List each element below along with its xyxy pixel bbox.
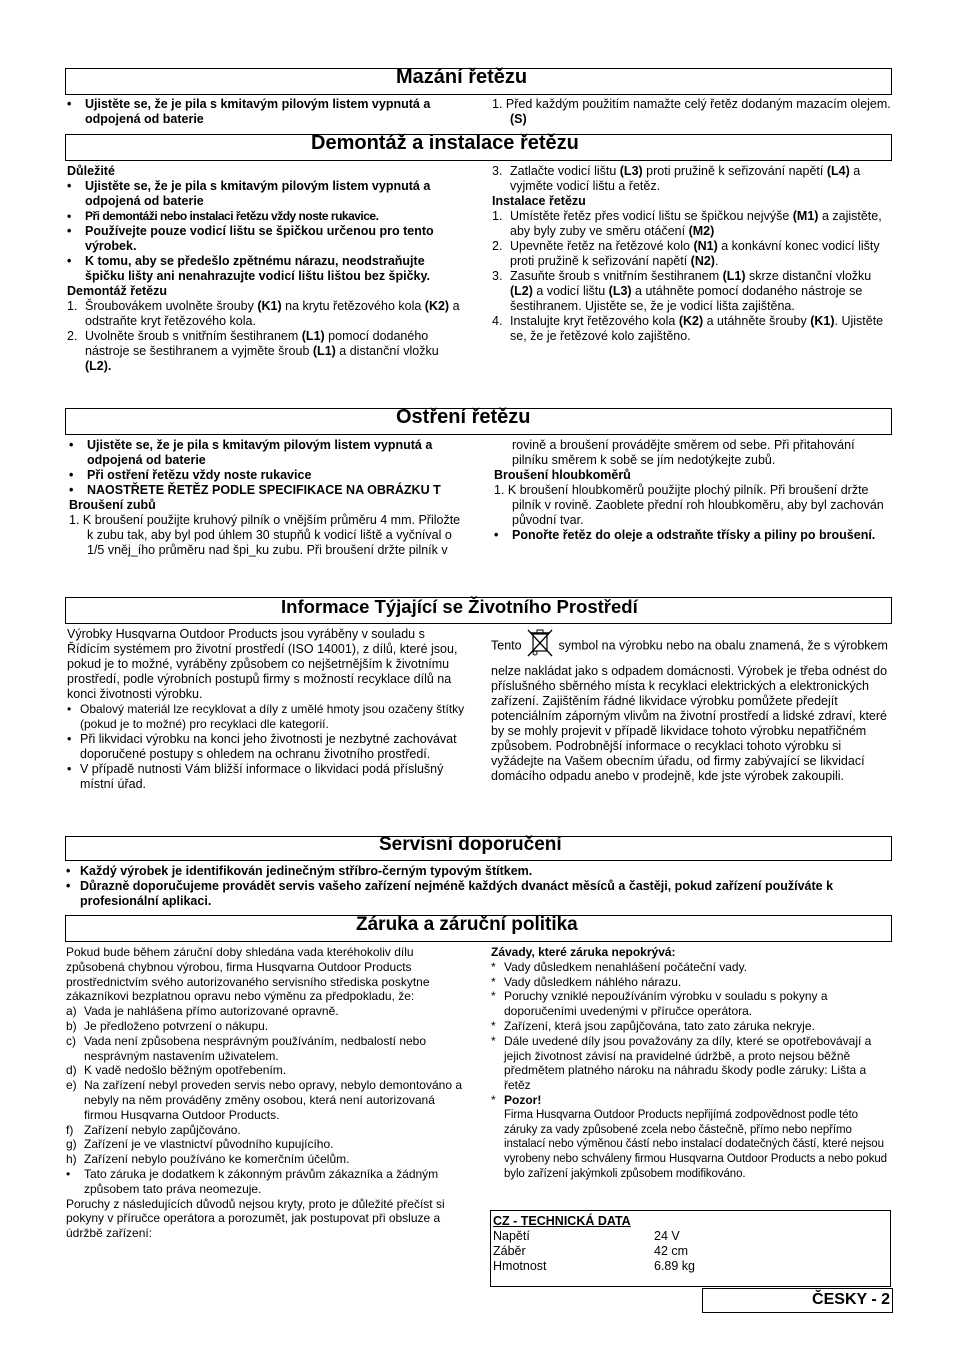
list-item: Vada není způsobena nesprávným používáním, nedbalostí nebo nesprávným nastavením uživatelem. — [84, 1033, 427, 1063]
symbol-text: symbol na výrobku nebo na obalu znamená, že s výrobkem nelze nakládat jako s odpadem domácnosti. Výrobek je třeba odnést do příslušného sběrného místa k recyklaci elektrických a elektronických zařízení. Zajištěním řádné likvidace výrobku pomůžete předejít potenciálním záporným vlivům na životní prostředí a lidské zdraví, které by se mohly projevit v případě likvidace tohoto výrobku nepatřičném způsobem. Podrobnější informace o recyklaci tohoto výrobku si vyžádejte na Vašem obecním úřadu, od firmy zabývající se likvidací domácího odpadu anebo v prodejně, kde jste výrobek zakoupili. — [491, 638, 888, 783]
depth-heading: Broušení hloubkoměrů — [494, 468, 631, 482]
section-header-sharpening — [65, 408, 892, 435]
exclusions-heading: Závady, které záruka nepokrývá: — [491, 945, 676, 959]
list-item: Dále uvedené díly jsou považovány za díly, které se opotřebovávají a jejich životnost závisí na pravidelné údržbě, a proto nejsou běžně předmětem platného nároku na náhradu škody podle záruky: Lišta a řetěz — [504, 1033, 872, 1093]
technical-data-title: CZ - TECHNICKÁ DATA — [493, 1214, 631, 1228]
install-heading: Instalace řetězu — [492, 194, 586, 208]
ref-label: (K1) — [257, 298, 282, 313]
technical-data-table — [490, 1210, 891, 1287]
removal-heading: Demontáž řetězu — [67, 283, 168, 298]
bullet-icon: • — [67, 702, 72, 716]
step-text: a distanční vložku — [335, 343, 439, 358]
bullet-icon: • — [67, 179, 72, 193]
step-number: 2. — [492, 239, 503, 253]
asterisk-icon: * — [491, 989, 496, 1004]
bullet-icon: • — [67, 223, 72, 238]
teeth-step-cont: rovině a broušení provádějte směrem od sebe. Při přitahování pilníku směrem k sobě se jím nedotýkejte zubů. — [512, 438, 855, 467]
note-text: Firma Husqvarna Outdoor Products nepřijímá zodpovědnost podle této záruky za vady způsobené zcela nebo částečně, přímo nebo nepřímo instalací nebo výměnou částí nebo instalací dodatečných částí, které nejsou vyrobeny nebo schváleny firmou Husqvarna Outdoor Products a nebo pokud bylo zařízení jakýmkoli způsobem modifikováno. — [504, 1108, 887, 1180]
bullet-icon: • — [69, 483, 74, 497]
spec-name: Napětí — [493, 1229, 530, 1243]
list-item: Zařízení nebylo zapůjčováno. — [84, 1122, 241, 1137]
step-text: pomocí dodaného nástroje se šestihranem a vyjměte šroub — [85, 328, 429, 358]
list-item: Obalový materiál lze recyklovat a díly z umělé hmoty jsou ozačeny štítky (pokud je to možné) pro recyklaci dle kategorií. — [80, 702, 465, 731]
section-header-chain-removal — [65, 134, 892, 161]
bullet-icon: • — [494, 528, 499, 542]
ref-label: (L1) — [301, 328, 325, 343]
s1-right — [492, 97, 910, 127]
list-item: Zařízení nebylo používáno ke komerčním účelům. — [84, 1152, 350, 1167]
s2-right — [492, 164, 892, 344]
list-item: V případě nutnosti Vám bližší informace o likvidaci podá příslušný místní úřad. — [80, 761, 444, 791]
warranty-intro: Pokud bude během záruční doby shledána vada kteréhokoliv dílu způsobená chybnou výrobou, firma Husqvarna Outdoor Products prostřednictvím svého autorizovaného servisního střediska poskytne zákazníkovi bezplatnou opravu nebo výměnu za předpokladu, že: — [66, 945, 430, 1004]
section-header-service — [65, 836, 892, 861]
table-row — [493, 1244, 890, 1259]
step-number: 1. — [67, 298, 78, 313]
ref-label: (N2) — [690, 254, 715, 268]
teeth-heading: Broušení zubů — [69, 498, 156, 512]
table-row — [493, 1259, 890, 1274]
step-number: 3. — [492, 164, 503, 178]
s4-left — [67, 627, 465, 792]
list-item: NAOSTŘETE ŘETĚZ PODLE SPECIFIKACE NA OBRÁZKU T — [87, 483, 441, 497]
list-marker: b) — [66, 1018, 77, 1033]
step-text: 1. Před každým použitím namažte celý řetěz dodaným mazacím olejem. — [492, 97, 891, 111]
list-item: Vady důsledkem nenahlášení počáteční vady. — [504, 959, 748, 974]
step-text: Uvolněte šroub s vnitřním šestihranem — [85, 328, 302, 343]
list-item: Důrazně doporučujeme provádět servis vašeho zařízení nejméně každých dvanáct měsíců a častěji, pokud zařízení používáte k profesionální aplikaci. — [80, 879, 834, 908]
bullet-icon: • — [67, 253, 72, 268]
teeth-step: 1. K broušení použijte kruhový pilník o vnějším průměru 4 mm. Přiložte k zubu tak, aby byl pod úhlem 30 stupňů k vodicí liště a vyčníval o 1/5 vněj_ího průměru nad špi_ku zubu. Při broušení držte pilník v — [69, 513, 461, 557]
list-item: Tato záruka je dodatkem k zákonným právům zákazníka a žádným způsobem tato práva neomezuje. — [84, 1166, 439, 1196]
page-footer-label — [702, 1288, 893, 1313]
spec-name: Hmotnost — [493, 1259, 547, 1273]
tento-label: Tento — [491, 638, 522, 653]
section-title: Servisní doporučení — [379, 834, 562, 855]
spec-value: 42 cm — [654, 1244, 689, 1258]
page-number: ČESKY - 2 — [812, 1291, 890, 1308]
list-item: Je předloženo potvrzení o nákupu. — [84, 1018, 269, 1033]
list-marker: a) — [66, 1004, 77, 1019]
step-text: Zatlačte vodicí lištu — [510, 164, 620, 178]
step-text: Šroubovákem uvolněte šrouby — [85, 298, 258, 313]
bullet-icon: • — [66, 879, 71, 893]
list-item: Ponořte řetěz do oleje a odstraňte třísky a piliny po broušení. — [512, 528, 876, 542]
list-marker: h) — [66, 1152, 77, 1167]
step-text: a vyjměte vodicí lištu a řetěz. — [510, 164, 861, 193]
ref-label: (M2) — [688, 224, 715, 238]
table-row — [493, 1229, 890, 1244]
step-text: Umístěte řetěz přes vodicí lištu se špičkou nejvýše — [510, 209, 793, 223]
ref-label: (L2) — [510, 284, 533, 298]
list-item: Poruchy vzniklé nepoužíváním výrobku v souladu s pokyny a doporučeními uvedenými v příručce operátora. — [504, 989, 828, 1019]
list-item: Každý výrobek je identifikován jedinečným stříbro-černým typovým štítkem. — [80, 864, 533, 878]
s5-body — [66, 864, 892, 909]
step-number: 1. — [492, 209, 503, 223]
section-title: Záruka a záruční politika — [356, 914, 578, 935]
step-number: 3. — [492, 269, 503, 283]
ref-label: (M1) — [792, 209, 819, 223]
step-text: a vodicí lištu — [532, 284, 609, 298]
ref-label: (N1) — [693, 239, 718, 253]
section-header-warranty — [65, 915, 892, 942]
bullet-icon: • — [67, 731, 72, 746]
list-item: Na zařízení nebyl proveden servis nebo opravy, nebylo demontováno a nebyly na něm prováděny změny osobou, která není autorizovaná firmou Husqvarna Outdoor Products. — [84, 1078, 463, 1122]
list-item: Zařízení, která jsou zapůjčována, tato zato záruka nekryje. — [504, 1018, 815, 1033]
bullet-icon: • — [69, 438, 74, 452]
step-text: a odstraňte kryt řetězového kola. — [85, 298, 460, 328]
asterisk-icon: * — [491, 1092, 496, 1107]
s6-right — [491, 945, 891, 1182]
list-item: Ujistěte se, že je pila s kmitavým pilovým listem vypnutá a odpojená od baterie — [87, 438, 433, 467]
bullet-icon: • — [67, 761, 72, 776]
asterisk-icon: * — [491, 1033, 496, 1048]
ref-label: (L3) — [608, 284, 632, 298]
s2-left — [67, 164, 465, 374]
bullet-icon: • — [69, 468, 74, 482]
ref-label: (K1) — [810, 314, 835, 328]
bullet-icon: • — [67, 209, 71, 223]
step-text: proti pružině k seřizování napětí — [642, 164, 827, 178]
ref-label: (S) — [510, 112, 527, 126]
step-text: Zasuňte šroub s vnitřním šestihranem — [510, 269, 723, 283]
asterisk-icon: * — [491, 1018, 496, 1033]
list-item: Ujistěte se, že je pila s kmitavým pilovým listem vypnutá a odpojená od baterie — [85, 97, 431, 126]
crossed-out-wheelie-bin-icon — [525, 628, 555, 660]
step-text: Instalujte kryt řetězového kola — [510, 314, 679, 328]
ref-label: (L4) — [826, 164, 850, 178]
step-number: 4. — [492, 314, 503, 328]
step-text: . Ujistěte se, že je řetězové kolo zajištěno. — [510, 314, 884, 343]
list-item: Při likvidaci výrobku na konci jeho životnosti je nezbytné zachovávat doporučené postupy s ohledem na ochranu životního prostředí. — [80, 731, 457, 761]
step-text: a zajistěte, aby byly zuby ve směru otáčení — [510, 209, 882, 238]
step-text: a utáhněte pomocí dodaného nástroje se šestihranem. Ujistěte se, že je vodicí lišta zajištěna. — [510, 284, 863, 313]
section-title: Ostření řetězu — [396, 406, 531, 428]
spec-value: 24 V — [654, 1229, 680, 1243]
ref-label: (L1) — [722, 269, 746, 283]
step-text: a utáhněte šrouby — [703, 314, 811, 328]
important-label: Důležité — [67, 164, 115, 178]
list-marker: e) — [66, 1078, 77, 1093]
ref-label: (K2) — [424, 298, 450, 313]
crossed-out-wheelie-bin-icon — [525, 628, 555, 664]
step-text: skrze distanční vložku — [745, 269, 872, 283]
list-item: Při ostření řetězu vždy noste rukavice — [87, 468, 312, 482]
list-marker: • — [66, 1166, 71, 1181]
list-item: K vadě nedošlo běžným opotřebením. — [84, 1063, 287, 1078]
asterisk-icon: * — [491, 974, 496, 989]
list-item: Ujistěte se, že je pila s kmitavým pilovým listem vypnutá a odpojená od baterie — [85, 179, 431, 208]
spec-value: 6.89 kg — [654, 1259, 696, 1273]
step-text: na krytu řetězového kola — [281, 298, 425, 313]
list-item: Zařízení je ve vlastnictví původního kupujícího. — [84, 1137, 334, 1152]
ref-label: (L3) — [619, 164, 643, 178]
section-title: Mazání řetězu — [396, 66, 528, 88]
list-item: Vady důsledkem náhlého nárazu. — [504, 974, 682, 989]
list-marker: d) — [66, 1063, 77, 1078]
note-heading: Pozor! — [504, 1092, 542, 1107]
s6-left — [66, 945, 464, 1241]
ref-label: (L1) — [312, 343, 336, 358]
section-title: Informace Týjající se Životního Prostředí — [281, 596, 638, 617]
s3-right — [494, 438, 890, 543]
list-item: Vada je nahlášena přímo autorizované opravně. — [84, 1004, 339, 1019]
depth-step: 1. K broušení hloubkoměrů použijte plochý pilník. Při broušení držte pilník v rovině. Zaoblete přední roh hloubkoměru, aby byl zachován původní tvar. — [494, 483, 884, 527]
list-marker: c) — [66, 1033, 76, 1048]
asterisk-icon: * — [491, 959, 496, 974]
step-text: a konkávní konec vodicí lišty proti pružině k seřizování napětí — [510, 239, 880, 268]
list-item: Používejte pouze vodicí lištu se špičkou určenou pro tento výrobek. — [85, 223, 434, 253]
section-title: Demontáž a instalace řetězu — [311, 132, 579, 154]
warranty-closing: Poruchy z následujících důvodů nejsou kryty, proto je důležité přečíst si pokyny v příručce operátora a porozumět, jak postupovat při obsluze a údržbě zařízení: — [66, 1196, 445, 1241]
ref-label: (K2) — [678, 314, 704, 328]
step-number: 2. — [67, 328, 78, 343]
list-item: K tomu, aby se předešlo zpětnému nárazu, neodstraňujte špičku lišty ani nenahrazujte vodicí lištu lištou bez špičky. — [85, 253, 431, 283]
section-header-chain-lubrication — [65, 68, 892, 95]
section-header-environment — [65, 597, 892, 624]
list-item: Při demontáži nebo instalaci řetězu vždy noste rukavice. — [85, 209, 379, 223]
bullet-icon: • — [66, 864, 71, 878]
list-marker: f) — [66, 1122, 74, 1137]
bullet-icon: • — [67, 97, 72, 111]
s3-left — [69, 438, 465, 558]
step-text: Upevněte řetěz na řetězové kolo — [510, 239, 694, 253]
s4-right — [491, 628, 891, 784]
step-text: . — [714, 254, 719, 268]
list-marker: g) — [66, 1137, 77, 1152]
ref-label: (L2). — [85, 358, 112, 373]
s1-left — [67, 97, 467, 127]
spec-name: Záběr — [493, 1244, 526, 1258]
environment-intro: Výrobky Husqvarna Outdoor Products jsou vyráběny v souladu s Řídícím systémem pro životní prostředí (ISO 14001), z dílů, které jsou, pokud je to možné, vyráběny způsobem co nejšetrnějším k životnímu prostředí, podle výrobních postupů firmy s možností recyklace dílů na konci životnosti výrobku. — [67, 627, 458, 701]
